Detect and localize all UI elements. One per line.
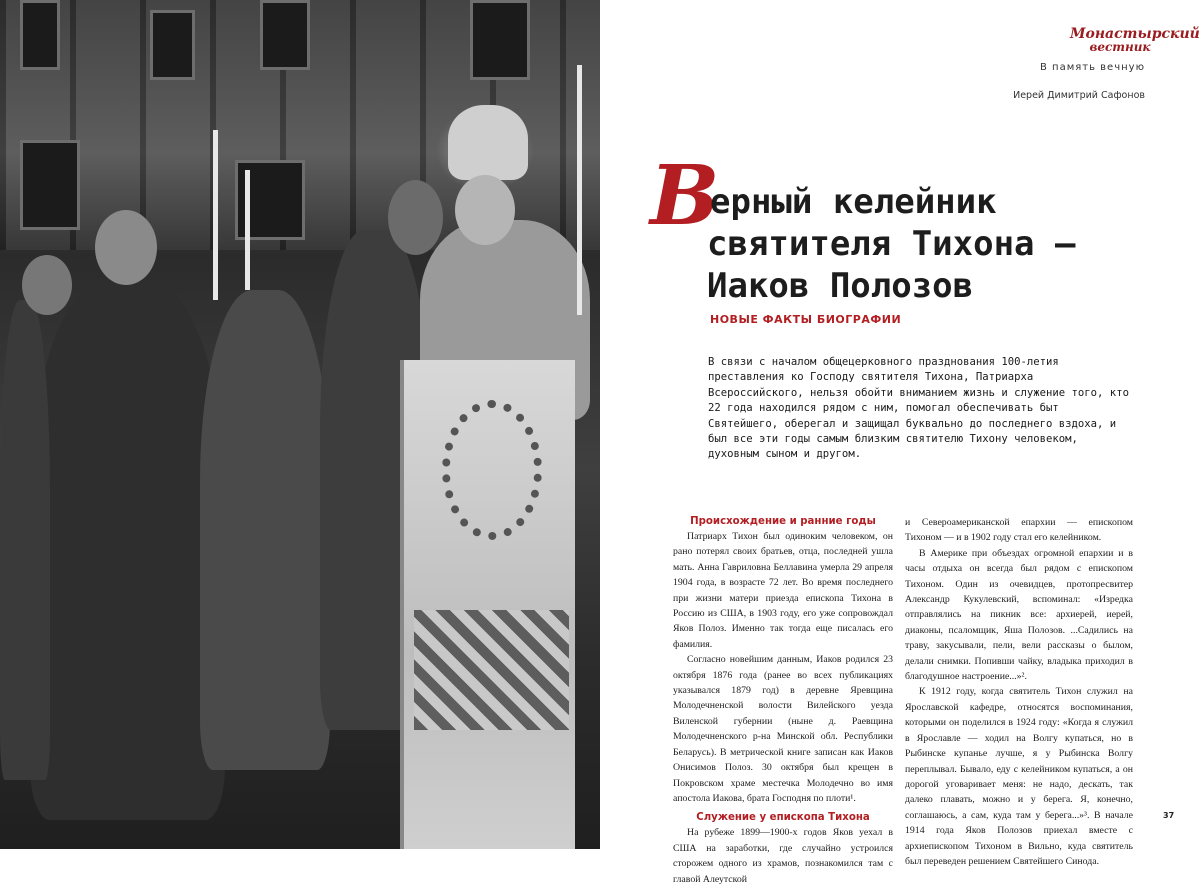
candle: [245, 170, 250, 290]
man-in-coat: [30, 280, 225, 820]
logo-line2: вестник: [1089, 40, 1151, 54]
section-heading-service: Служение у епископа Тихона: [696, 812, 870, 824]
magazine-logo: [1070, 26, 1200, 58]
article-subtitle: НОВЫЕ ФАКТЫ БИОГРАФИИ: [710, 313, 902, 326]
mitre: [448, 105, 528, 180]
window: [20, 140, 80, 230]
cleric-face: [388, 180, 443, 255]
title-line-2: святителя Тихона –: [707, 224, 1076, 264]
wreath-ornament: [442, 400, 542, 540]
archival-photo: [0, 0, 600, 849]
window: [470, 0, 530, 80]
bystander: [0, 300, 50, 780]
patriarch-face: [455, 175, 515, 245]
lead-paragraph: В связи с началом общецерковного празднования 100-летия преставления ко Господу святителя Тихона, Патриарха Всероссийского, нельзя обойти вниманием жизнь и служение того, кто 22 года находился рядом с ним, помогал обеспечивать быт Святейшего, оберегал и защищал буквально до последнего вздоха, и был все эти годы самым близким святителю Тихону человеком, духовным сыном и другом.: [708, 356, 1129, 461]
ornament-band: [414, 610, 569, 730]
rubric: В память вечную: [1040, 62, 1145, 73]
window: [260, 0, 310, 70]
section-heading-origin: Происхождение и ранние годы: [690, 516, 876, 527]
deacon: [200, 290, 330, 770]
window: [150, 10, 195, 80]
paragraph: Патриарх Тихон был одиноким человеком, он рано потерял своих братьев, отца, последней ушла мать. Анна Гавриловна Беллавина умерла 29 апреля 1904 года, в возрасте 72 лет. Во время последнего при жизни матери приезда епископа Тихона в Россию из США, в 1903 году, его уже сопровождал Яков Полоз. Именно так тогда еще писалась его фамилия.: [673, 531, 893, 650]
logo-line1: Монастырский: [1070, 26, 1200, 42]
title-line-1: ерный келейник: [710, 182, 997, 222]
window: [20, 0, 60, 70]
title-dropcap: В: [650, 148, 720, 244]
man-face: [95, 210, 157, 285]
bystander-face: [22, 255, 72, 315]
page-number: 37: [1163, 811, 1175, 820]
author: Иерей Димитрий Сафонов: [1013, 90, 1145, 101]
paragraph: В Америке при объездах огромной епархии и в часы отдыха он всегда был рядом с епископом Тихоном. Один из очевидцев, протопресвитер Александр Кукулевский, вспоминал: «Изредка отправлялись на пикник все: архиерей, иерей, диаконы, псаломщик, Яша Полозов. ...Садились на траву, закусывали, пели, вели рассказы о былом, делали снимки. Попивши чайку, владыка приходил в благодушное настроение...»².: [905, 547, 1133, 683]
candle: [577, 65, 582, 315]
paragraph: На рубеже 1899—1900-х годов Яков уехал в США на заработки, где случайно устроился сторожем одного из храмов, познакомился там с главой Алеутской: [673, 827, 893, 885]
paragraph: Согласно новейшим данным, Иаков родился 23 октября 1876 года (ранее во всех публикациях указывался 1879 год) в деревне Яревщина Молодечненской волости Вилейского уезда Виленской губернии (ныне д. Раевщина Молодечненского р-на Минской обл. Республики Беларусь). В метрической книге записан как Иаков Онисимов Полоз. 30 октября был крещен в Покровском храме местечка Молодечно во имя апостола Иакова, брата Господня по плоти¹.: [673, 654, 893, 804]
candle: [213, 130, 218, 300]
text-column-1: [673, 515, 893, 887]
paragraph: К 1912 году, когда святитель Тихон служил на Ярославской кафедре, относятся воспоминания, которыми он поделился в 1924 году: «Когда я служил в Ярославле — ходил на Волгу купаться, но в Рыбинске купанье лучше, я у Рыбинска Волгу переплывал. Бывало, еду с келейником купаться, а он дорогой уговаривает меня: не надо, дескать, так далеко плавать, можно и у берега. Я, конечно, соглашаюсь, а сам, куда там у берега...»³. В начале 1914 года Яков Полозов приехал вместе с архиепископом Тихоном в Вильно, куда святитель был переведен решением Святейшего Синода.: [905, 686, 1133, 867]
embroidered-cloth: [400, 360, 575, 849]
paragraph: и Североамериканской епархии — епископом Тихоном — и в 1902 году стал его келейником.: [905, 517, 1133, 544]
text-column-2: [905, 515, 1133, 869]
title-line-3: Иаков Полозов: [707, 266, 974, 306]
